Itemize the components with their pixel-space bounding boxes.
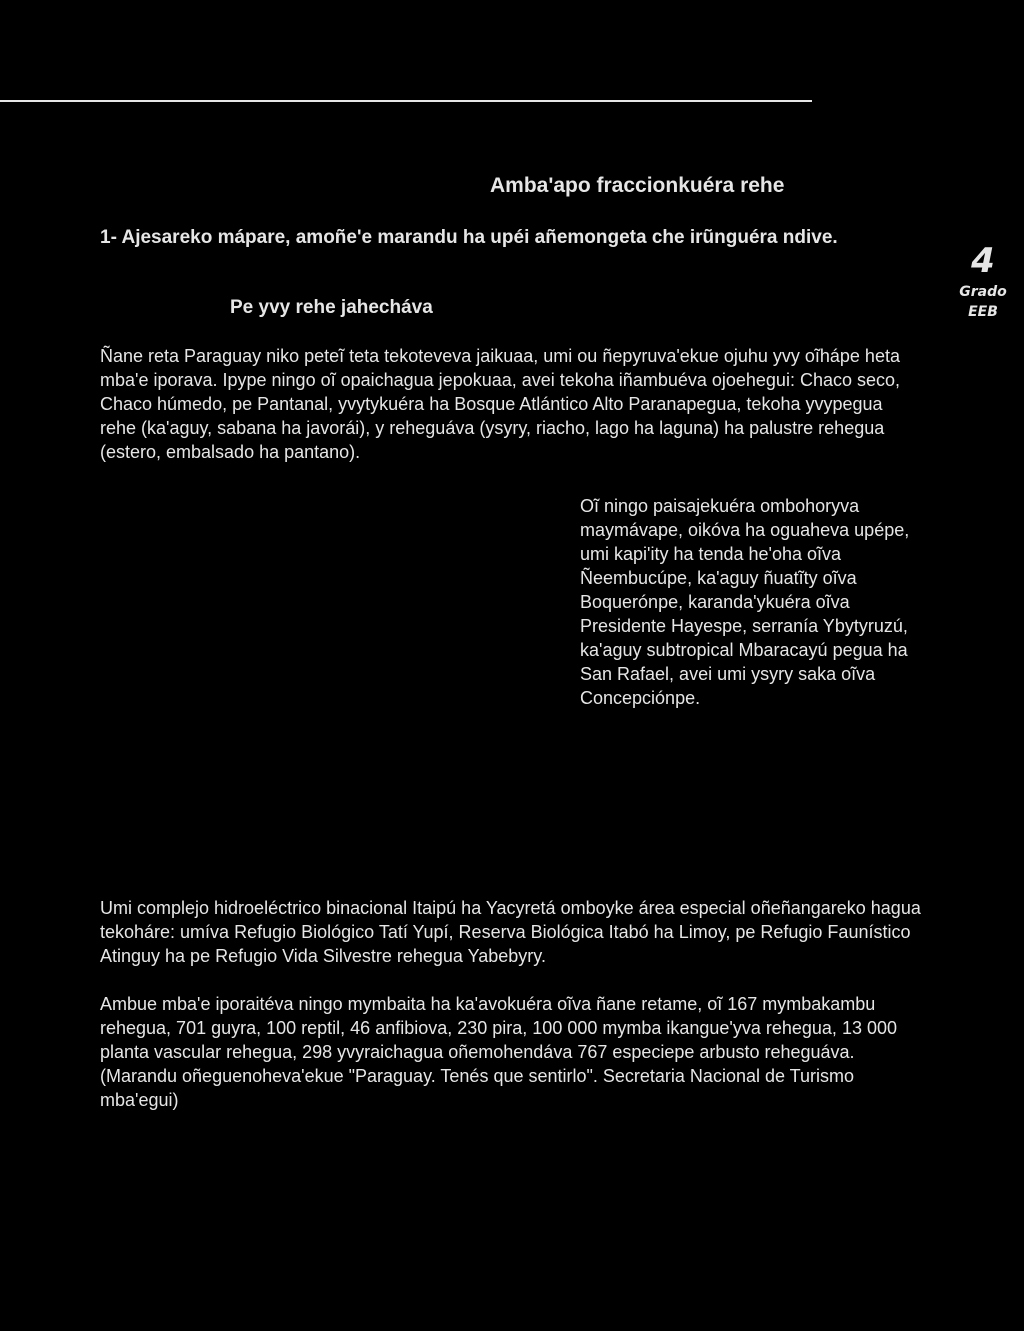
grade-label: Grado [959,284,1007,300]
level-label: EEB [968,304,998,320]
biodiversity-paragraph: Ambue mba'e iporaitéva ningo mymbaita ha ka'avokuéra oĩva ñane retame, oĩ 167 mymbakambu rehegua, 701 guyra, 100 reptil, 46 anfibiova, 230 pira, 100 000 mymba ikangue'yva rehegua, 13 000 planta vascular rehegua, 298 yvyraichagua oñemohendáva 767 especiepe arbusto reheguáva. (Marandu oñeguenoheva'ekue "Paraguay. Tenés que sentirlo". Secretaria Nacional de Turismo mba'egui) [100,994,897,1110]
intro-paragraph: Ñane reta Paraguay niko peteĩ teta tekoteveva jaikuaa, umi ou ñepyruva'ekue ojuhu yvy oĩhápe heta mba'e iporava. Ipype ningo oĩ opaichagua jepokuaa, avei tekoha iñambuéva ojoehegui: Chaco seco, Chaco húmedo, pe Pantanal, yvytykuéra ha Bosque Atlántico Alto Paranapegua, tekoha yvypegua rehe (ka'aguy, sabana ha javorái), y reheguáva (ysyry, riacho, lago ha laguna) ha palustre rehegua (estero, embalsado ha pantano). [100,346,900,462]
section-heading: Pe yvy rehe jahecháva [230,297,433,318]
exercise-instruction: 1- Ajesareko mápare, amoñe'e marandu ha upéi añemongeta che irũnguéra ndive. [100,227,838,248]
page-title: Amba'apo fraccionkuéra rehe [490,174,785,197]
landscapes-paragraph: Oĩ ningo paisajekuéra ombohoryva maymávape, oikóva ha oguaheva upépe, umi kapi'ity ha tenda he'oha oĩva Ñeembucúpe, ka'aguy ñuatĩty oĩva Boquerónpe, karanda'ykuéra oĩva Presidente Hayespe, serranía Ybytyruzú, ka'aguy subtropical Mbaracayú pegua ha San Rafael, avei umi ysyry saka oĩva Concepciónpe. [580,496,910,708]
hydro-paragraph: Umi complejo hidroeléctrico binacional Itaipú ha Yacyretá omboyke área especial oñeñangareko hagua tekoháre: umíva Refugio Biológico Tatí Yupí, Reserva Biológica Itabó ha Limoy, pe Refugio Faunístico Atinguy ha pe Refugio Vida Silvestre rehegua Yabebyry. [100,898,921,966]
grade-badge [948,240,1018,322]
grade-number: 4 [971,241,995,281]
top-divider [0,100,812,102]
